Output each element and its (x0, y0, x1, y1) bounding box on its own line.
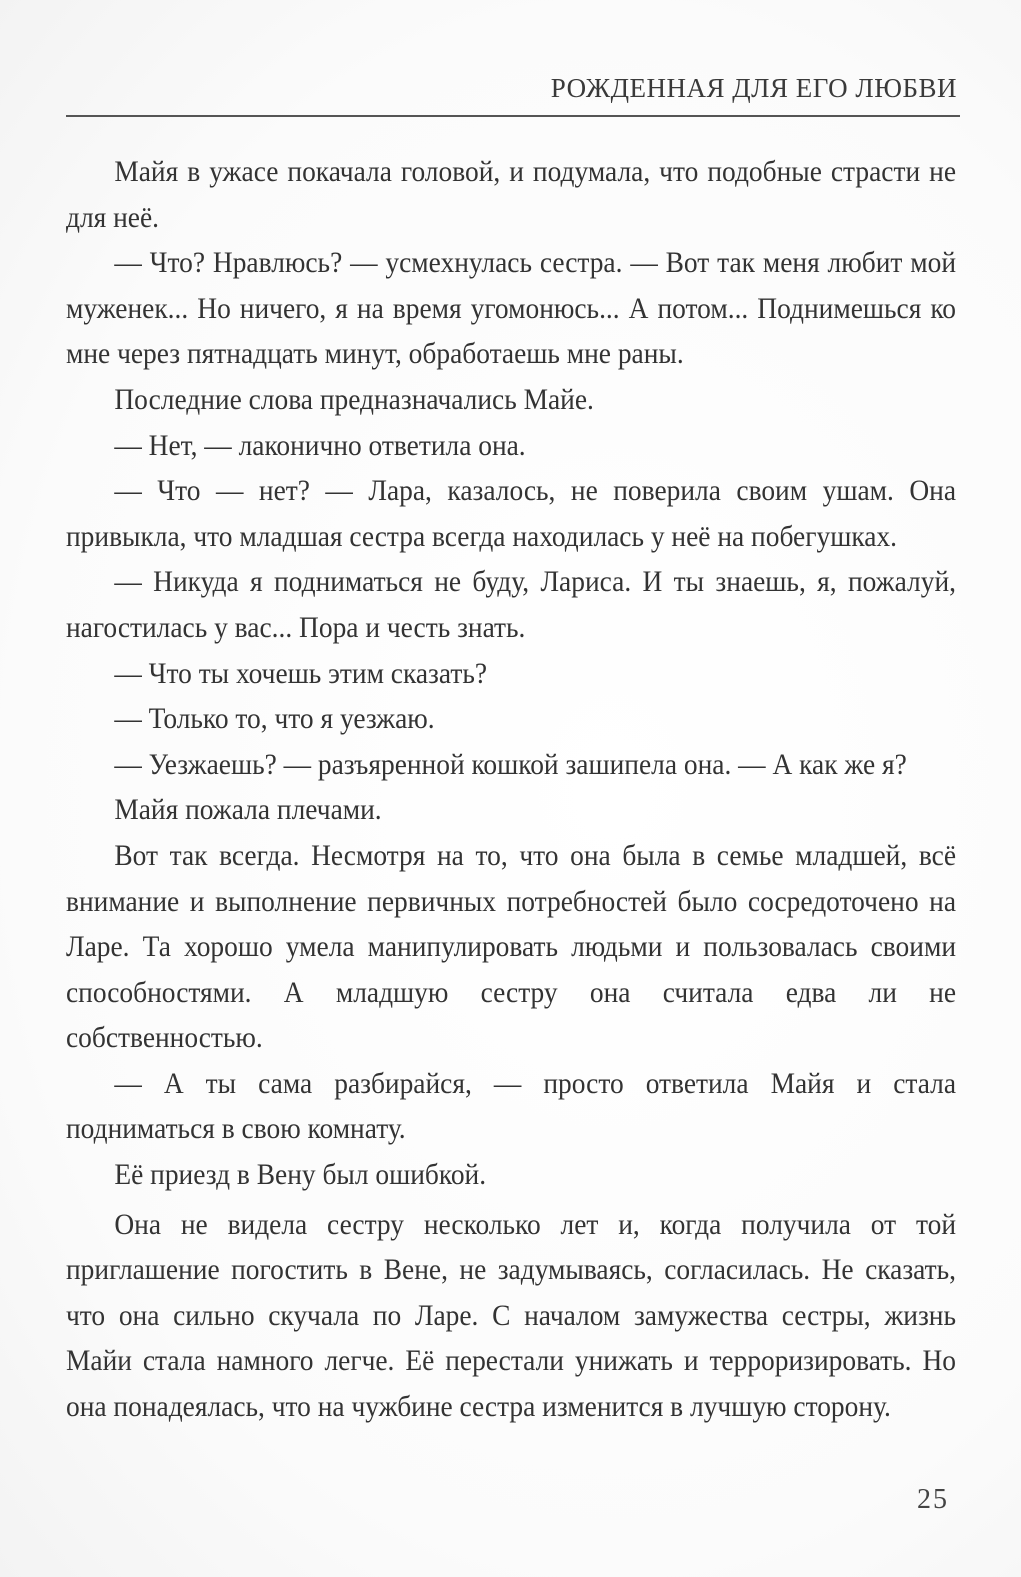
paragraph: Её приезд в Вену был ошибкой. (114, 1159, 487, 1192)
paragraph: Вот так всегда. Несмотря на то, что она была в семье младшей, всё внимание и выполнение первичных потребностей было сосредоточено на Ларе. Та хорошо умела манипулировать людьми и пользовалась своими способностями. А младшую сестру она считала едва ли не собственностью. (66, 839, 957, 1055)
paragraph: — Уезжаешь? — разъяренной кошкой зашипела она. — А как же я? (114, 748, 907, 781)
paragraph: — Никуда я подниматься не буду, Лариса. И ты знаешь, я, пожалуй, нагостилась у вас... Пора и честь знать. (66, 566, 957, 644)
paragraph: — Только то, что я уезжаю. (114, 703, 435, 736)
paragraph: Майя пожала плечами. (114, 794, 382, 827)
paragraph: — Что — нет? — Лара, казалось, не поверила своим ушам. Она привыкла, что младшая сестра всегда находилась у неё на побегушках. (66, 475, 957, 553)
paragraph: — Что ты хочешь этим сказать? (114, 657, 488, 690)
paragraph: — Нет, — лаконично ответила она. (114, 429, 526, 462)
body-text (66, 150, 956, 1431)
paragraph: — Что? Нравлюсь? — усмехнулась сестра. — Вот так меня любит мой муженек... Но ничего, я на время угомонюсь... А потом... Поднимешься ко мне через пятнадцать минут, обработаешь мне раны. (66, 247, 957, 371)
paragraph: — А ты сама разбирайся, — просто ответила Майя и стала подниматься в свою комнату. (66, 1067, 957, 1146)
paragraph: Она не видела сестру несколько лет и, когда получила от той приглашение погостить в Вене, не задумываясь, согласилась. Не сказать, что она сильно скучала по Ларе. С началом замужества сестры, жизнь Майи стала намного легче. Её перестали унижать и терроризировать. Но она понадеялась, что на чужбине сестра изменится в лучшую сторону. (66, 1208, 957, 1424)
page-number: 25 (917, 1484, 949, 1515)
header-rule (66, 115, 960, 117)
paragraph: Последние слова предназначались Майе. (114, 383, 594, 416)
paragraph: Майя в ужасе покачала головой, и подумала, что подобные страсти не для неё. (66, 156, 957, 234)
running-head-title: РОЖДЕННАЯ ДЛЯ ЕГО ЛЮБВИ (550, 73, 957, 103)
